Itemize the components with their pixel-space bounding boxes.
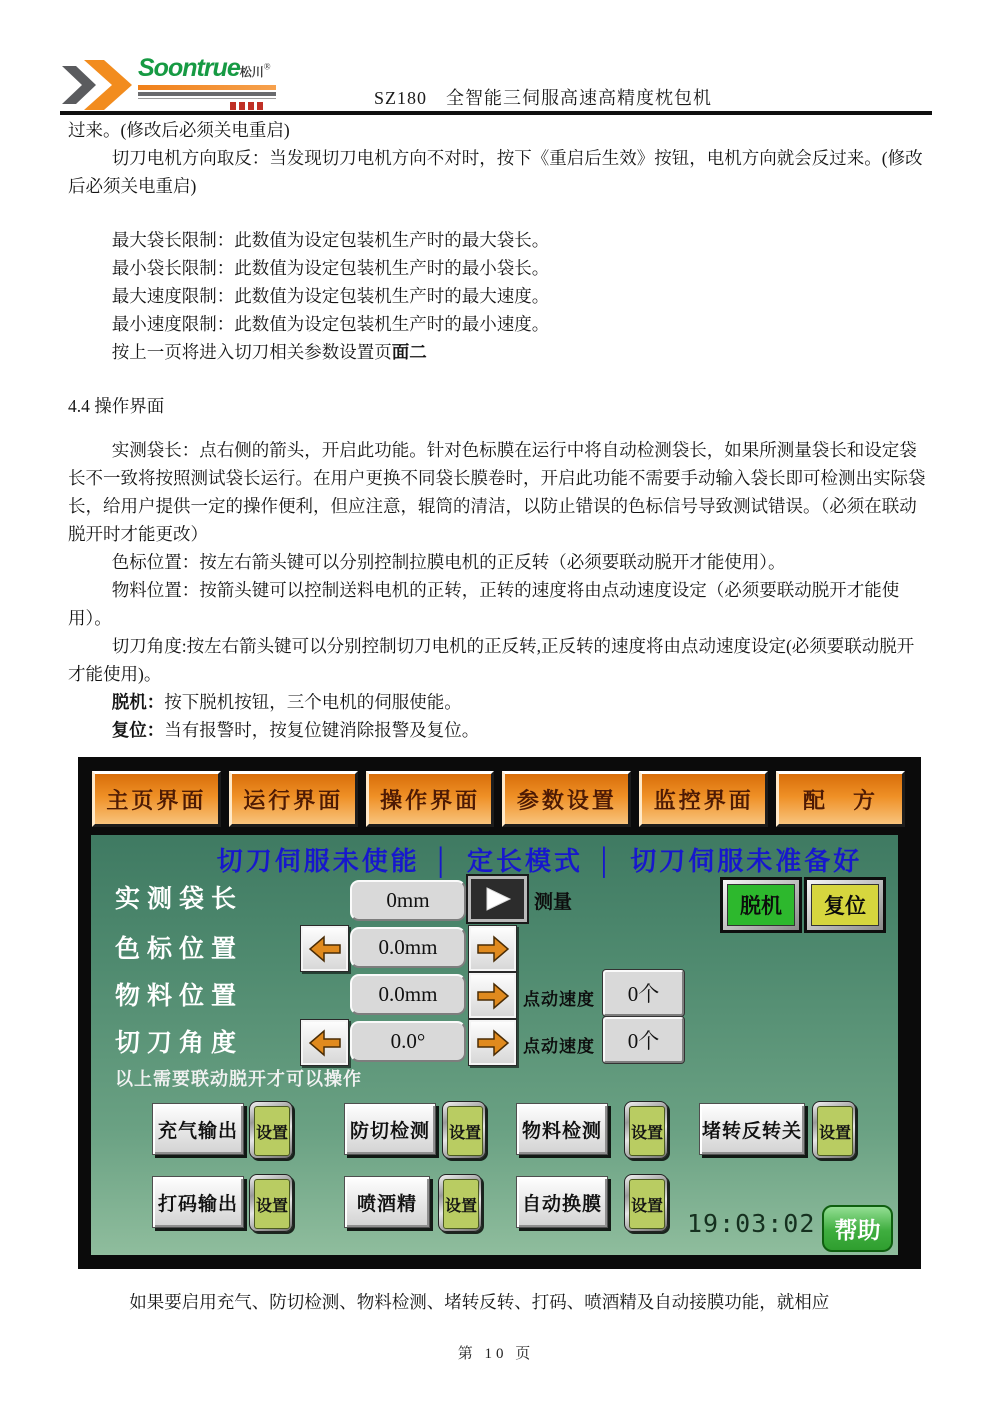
measured-length-label: 实测袋长 (115, 885, 244, 913)
set-button-label: 设置 (254, 1106, 290, 1156)
status-fixed-length-mode: 定长模式 (466, 846, 583, 876)
offline-button-label: 脱机 (727, 884, 795, 926)
auto-film-change-button[interactable]: 自动换膜 (516, 1176, 608, 1228)
mark-position-label: 色标位置 (115, 935, 244, 963)
paragraph-offline (68, 688, 926, 716)
hmi-tab-bar (92, 771, 905, 827)
section-heading: 4.4 操作界面 (68, 396, 165, 416)
reset-term: 复位： (111, 720, 165, 740)
help-button[interactable]: 帮助 (822, 1205, 893, 1252)
cutter-jog-right-button[interactable] (468, 1019, 517, 1066)
stall-reverse-off-button[interactable]: 堵转反转关 (699, 1103, 805, 1155)
hmi-clock: 19:03:02 (687, 1209, 816, 1238)
mark-position-value[interactable]: 0.0mm (350, 927, 466, 968)
offline-button[interactable] (720, 877, 802, 933)
material-jog-right-button[interactable] (468, 972, 517, 1019)
set-button-label: 设置 (629, 1179, 665, 1229)
body-text-top (68, 116, 926, 366)
anti-cut-detect-button[interactable]: 防切检测 (344, 1103, 436, 1155)
alcohol-spray-button[interactable]: 喷酒精 (344, 1176, 430, 1228)
paragraph-mark-position: 色标位置：按左右箭头键可以分别控制拉膜电机的正反转（必须要联动脱开才能使用）。 (111, 552, 786, 572)
tab-home[interactable]: 主页界面 (92, 771, 221, 827)
offline-desc: 按下脱机按钮，三个电机的伺服使能。 (164, 692, 462, 712)
material-detect-set-button[interactable] (624, 1101, 668, 1159)
material-jog-speed-label: 点动速度 (523, 990, 595, 1009)
paragraph-footer-note: 如果要启用充气、防切检测、物料检测、堵转反转、打码、喷酒精及自动接膜功能，就相应 (129, 1292, 830, 1312)
logo-brand-cn: 松川 (239, 65, 264, 79)
paragraph-reset (68, 716, 926, 744)
material-detect-button[interactable]: 物料检测 (516, 1103, 608, 1155)
paragraph-measured-length: 实测袋长：点右侧的箭头，开启此功能。针对色标膜在运行中将自动检测袋长，如果所测量袋长和设定袋长不一致将按照测试袋长运行。在用户更换不同袋长膜卷时，开启此功能不需要手动输入袋长即可检测出实际袋长，给用户提供一定的操作便利，但应注意，辊筒的清洁，以防止错误的色标信号导致测试错误。（必须在联动脱开时才能更改） (68, 440, 926, 544)
set-button-label: 设置 (447, 1106, 483, 1156)
auto-film-change-set-button[interactable] (624, 1174, 668, 1232)
left-arrow-icon (308, 1028, 342, 1058)
logo-tagline (230, 102, 263, 110)
inflate-output-set-button[interactable] (249, 1101, 293, 1159)
code-print-output-button[interactable]: 打码输出 (152, 1176, 244, 1228)
limit-line-min-bag: 最小袋长限制：此数值为设定包装机生产时的最小袋长。 (111, 258, 550, 278)
body-text-section (68, 392, 926, 744)
cutter-angle-value[interactable]: 0.0° (350, 1021, 466, 1062)
document-header-title: SZ180 全智能三伺服高速高精度枕包机 (374, 88, 713, 108)
logo-brand (138, 54, 271, 83)
logo-stripe-orange (138, 85, 276, 90)
reset-button[interactable] (804, 877, 886, 933)
play-icon (483, 885, 513, 913)
interlock-note: 以上需要联动脱开才可以操作 (115, 1069, 362, 1089)
right-arrow-icon (476, 934, 510, 964)
material-position-value[interactable]: 0.0mm (350, 974, 466, 1015)
prev-page-bold: 面二 (391, 342, 427, 362)
paragraph-cutter-reverse: 切刀电机方向取反：当发现切刀电机方向不对时，按下《重启后生效》按钮，电机方向就会反过来。(修改后必须关电重启) (68, 148, 923, 196)
cutter-jog-speed-value[interactable]: 0个 (603, 1017, 684, 1063)
anti-cut-detect-set-button[interactable] (442, 1101, 486, 1159)
status-separator: │ (597, 846, 617, 876)
logo-reg-mark: ® (263, 61, 271, 72)
soontrue-logo (62, 52, 277, 118)
status-cutter-servo-not-ready: 切刀伺服未准备好 (630, 846, 863, 876)
alcohol-spray-set-button[interactable] (438, 1174, 482, 1232)
set-button-label: 设置 (817, 1106, 853, 1156)
cutter-angle-label: 切刀角度 (115, 1029, 244, 1057)
right-arrow-icon (476, 1028, 510, 1058)
set-button-label: 设置 (443, 1179, 479, 1229)
page-number: 第 10 页 (457, 1346, 535, 1362)
stall-reverse-set-button[interactable] (812, 1101, 856, 1159)
tab-parameters[interactable]: 参数设置 (502, 771, 631, 827)
mark-jog-left-button[interactable] (300, 925, 349, 972)
inflate-output-button[interactable]: 充气输出 (152, 1103, 244, 1155)
set-button-label: 设置 (254, 1179, 290, 1229)
tab-monitor[interactable]: 监控界面 (639, 771, 768, 827)
cutter-jog-left-button[interactable] (300, 1019, 349, 1066)
paragraph-prev-page (68, 338, 926, 366)
spacer (68, 420, 926, 436)
hmi-screenshot (78, 757, 921, 1269)
measure-start-button[interactable] (468, 876, 527, 922)
paragraph-material-position: 物料位置：按箭头键可以控制送料电机的正转，正转的速度将由点动速度设定（必须要联动脱开才能使用）。 (68, 580, 900, 628)
limit-line-min-speed: 最小速度限制：此数值为设定包装机生产时的最小速度。 (111, 314, 550, 334)
right-arrow-icon (476, 981, 510, 1011)
code-print-set-button[interactable] (249, 1174, 293, 1232)
spacer (68, 200, 926, 226)
tab-recipe[interactable]: 配 方 (776, 771, 905, 827)
reset-button-label: 复位 (811, 884, 879, 926)
mark-jog-right-button[interactable] (468, 925, 517, 972)
tab-run[interactable]: 运行界面 (229, 771, 358, 827)
limit-line-max-speed: 最大速度限制：此数值为设定包装机生产时的最大速度。 (111, 286, 550, 306)
reset-desc: 当有报警时，按复位键消除报警及复位。 (164, 720, 480, 740)
paragraph-cutter-angle: 切刀角度:按左右箭头键可以分别控制切刀电机的正反转,正反转的速度将由点动速度设定(必须要联动脱开才能使用)。 (68, 636, 915, 684)
set-button-label: 设置 (629, 1106, 665, 1156)
logo-stripe-thin (138, 98, 276, 99)
limit-line-max-bag: 最大袋长限制：此数值为设定包装机生产时的最大袋长。 (111, 230, 550, 250)
material-position-label: 物料位置 (115, 982, 244, 1010)
logo-brand-text: Soontrue (138, 54, 240, 82)
logo-chevrons-icon (62, 56, 136, 114)
logo-stripe-gray (138, 92, 276, 96)
material-jog-speed-value[interactable]: 0个 (603, 970, 684, 1016)
hmi-status-bar (91, 841, 898, 878)
tab-operate[interactable]: 操作界面 (366, 771, 495, 827)
measured-length-value[interactable]: 0mm (350, 880, 466, 921)
status-cutter-servo-disabled: 切刀伺服未使能 (216, 846, 420, 876)
measure-label: 测量 (534, 892, 573, 913)
cutter-jog-speed-label: 点动速度 (523, 1037, 595, 1056)
paragraph-carryover: 过来。(修改后必须关电重启) (68, 120, 290, 140)
hmi-main-panel (91, 835, 898, 1255)
prev-page-prefix: 按上一页将进入切刀相关参数设置页 (111, 342, 392, 362)
status-separator: │ (433, 846, 453, 876)
header-rule (60, 111, 932, 115)
offline-term: 脱机： (111, 692, 165, 712)
left-arrow-icon (308, 934, 342, 964)
